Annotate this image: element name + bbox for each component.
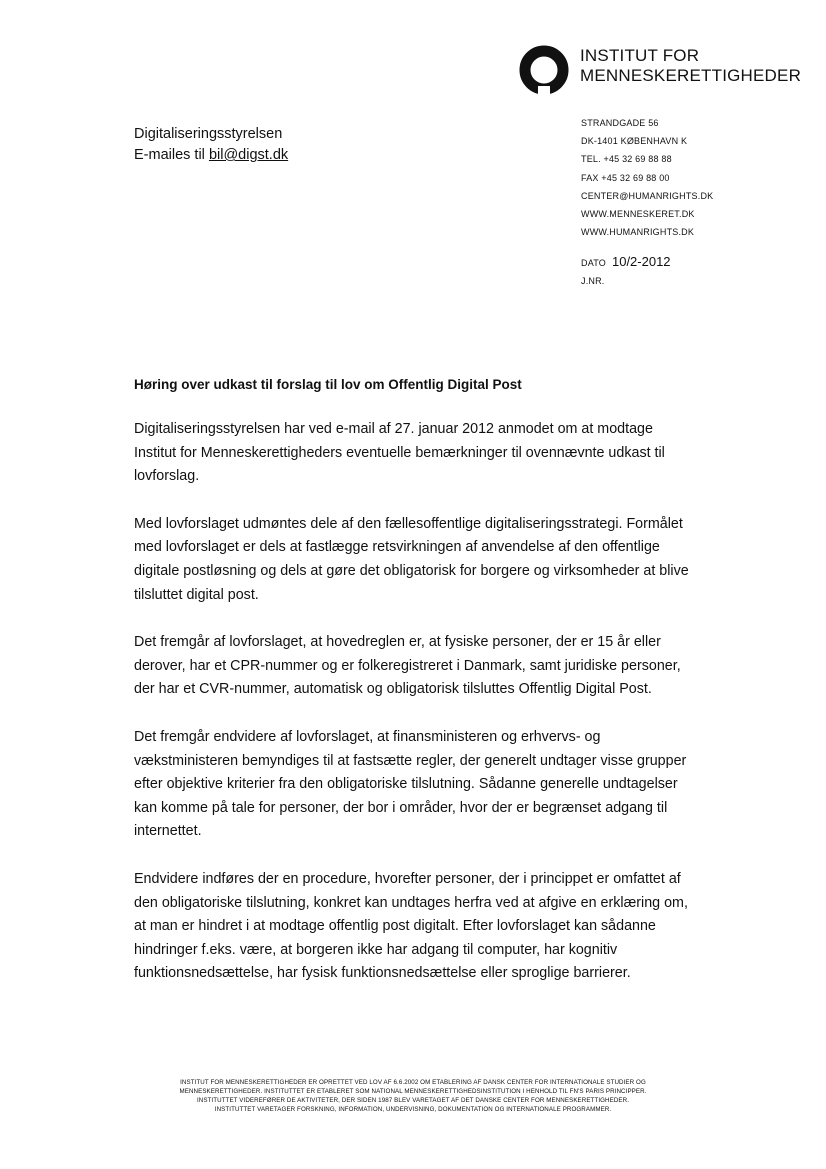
sender-tel: TEL. +45 32 69 88 88: [581, 154, 672, 165]
sender-web-2: WWW.HUMANRIGHTS.DK: [581, 227, 695, 238]
paragraph-5: Endvidere indføres der en procedure, hvorefter personer, der i princippet er omfattet af den obligatoriske tilslutning, konkret kan undtages herfra ved at afgive en erklæring om, at man er hindret i at modtage offentlig post digitalt. Efter lovforslaget kan sådanne hindringer f.eks. være, at borgeren ikke har adgang til computer, har kognitiv funktionsnedsættelse, har fysisk funktionsnedsættelse eller sproglige barrierer.: [134, 870, 688, 982]
paragraph-3: Det fremgår af lovforslaget, at hovedreglen er, at fysiske personer, der er 15 år eller derover, har et CPR-nummer og er folkeregistreret i Danmark, samt juridiske personer, der har et CVR-nummer, automatisk og obligatorisk tilsluttes Offentlig Digital Post.: [134, 634, 681, 698]
sender-street: STRANDGADE 56: [581, 118, 659, 128]
institute-logo: [514, 40, 804, 100]
recipient-block: [134, 124, 288, 166]
footer-line-1: INSTITUT FOR MENNESKERETTIGHEDER ER OPRETTET VED LOV AF 6.6.2002 OM ETABLERING AF DANSK CENTER FOR INTERNATIONALE STUDIER OG: [180, 1079, 646, 1086]
logo-text: [580, 46, 801, 86]
date-label: DATO: [581, 258, 606, 268]
date-line: [581, 253, 671, 272]
letter-subject: Høring over udkast til forslag til lov om Offentlig Digital Post: [134, 377, 522, 392]
jnr-label: J.NR.: [581, 276, 605, 286]
paragraph-2: Med lovforslaget udmøntes dele af den fællesoffentlige digitaliseringsstrategi. Formålet med lovforslaget er dels at fastlægge retsvirkningen af anvendelse af den offentlige digitale postløsning og dels at gøre det obligatorisk for borgere og virksomheder at blive tilsluttet digital post.: [134, 515, 689, 603]
logo-line-2: MENNESKERETTIGHEDER: [580, 66, 802, 85]
logo-line-1: INSTITUT FOR: [580, 46, 700, 65]
footer-line-4: INSTITUTTET VARETAGER FORSKNING, INFORMATION, UNDERVISNING, DOKUMENTATION OG INTERNATIONALE PROGRAMMER.: [214, 1106, 612, 1113]
sender-address-block: [581, 114, 713, 241]
sender-city: DK-1401 KØBENHAVN K: [581, 136, 688, 147]
ring-logo-icon: [518, 44, 570, 96]
letter-footer: [140, 1078, 686, 1114]
paragraph-4: Det fremgår endvidere af lovforslaget, at finansministeren og erhvervs- og vækstministeren bemyndiges til at fastsætte regler, der generelt undtager visse grupper efter objektive kriterier fra den obligatoriske tilslutning. Sådanne generelle undtagelser kan komme på tale for personer, der bor i områder, hvor der er begrænset adgang til internettet.: [134, 728, 687, 840]
recipient-email-prefix: E-mailes til: [134, 147, 209, 163]
letter-body: [134, 418, 694, 986]
paragraph-1: Digitaliseringsstyrelsen har ved e-mail af 27. januar 2012 anmodet om at modtage Institut for Menneskerettigheders eventuelle bemærkninger til ovennævnte udkast til lovforslag.: [134, 421, 665, 485]
letter-meta: [581, 253, 671, 290]
recipient-name: Digitaliseringsstyrelsen: [134, 126, 283, 142]
recipient-email-line: [134, 145, 288, 166]
date-value: 10/2-2012: [611, 254, 671, 269]
sender-email: CENTER@HUMANRIGHTS.DK: [581, 190, 714, 201]
sender-fax: FAX +45 32 69 88 00: [581, 172, 670, 183]
recipient-email-link[interactable]: bil@digst.dk: [208, 147, 289, 163]
footer-line-2: MENNESKERETTIGHEDER. INSTITUTTET ER ETABLERET SOM NATIONAL MENNESKERETTIGHEDSINSTITUTION I HENHOLD TIL FN'S PARIS PRINCIPPER.: [179, 1088, 647, 1095]
sender-web-1: WWW.MENNESKERET.DK: [581, 209, 695, 220]
footer-line-3: INSTITUTTET VIDEREFØRER DE AKTIVITETER, DER SIDEN 1987 BLEV VARETAGET AF DET DANSKE CENTER FOR MENNESKERETTIGHEDER.: [196, 1097, 630, 1104]
